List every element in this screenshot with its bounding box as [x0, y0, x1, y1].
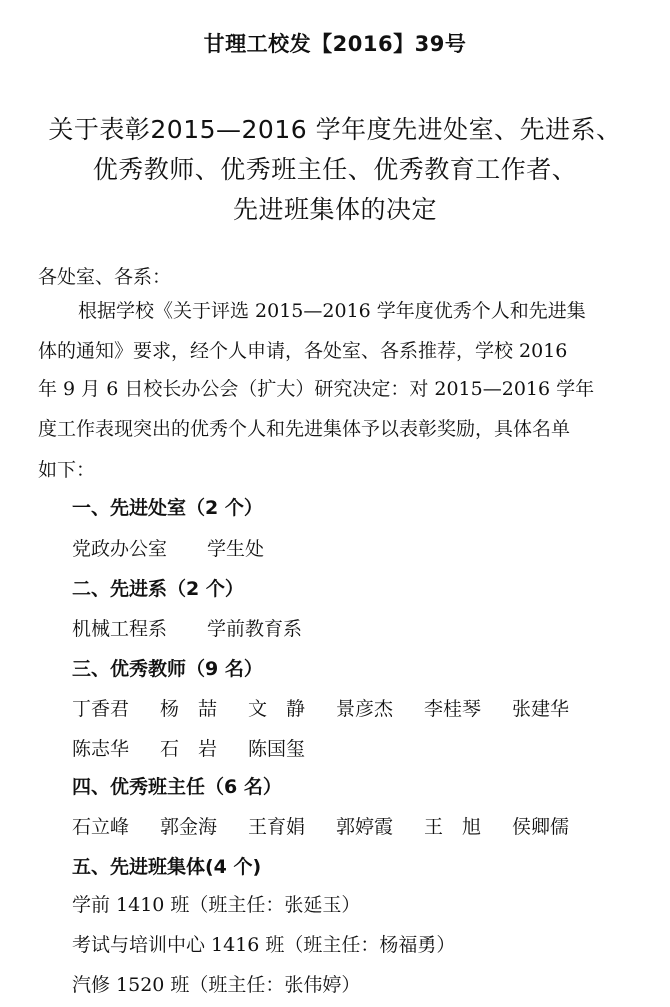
list-item: 郭金海 [160, 816, 218, 838]
list-item: 石 岩 [160, 738, 218, 760]
list-item: 侯卿儒 [512, 816, 570, 838]
excellent-head-teachers-list [72, 812, 569, 839]
list-item: 文 静 [248, 698, 306, 720]
body-line-1: 根据学校《关于评选 2015—2016 学年度优秀个人和先进集 [78, 300, 586, 322]
list-item: 王育娟 [248, 816, 306, 838]
body-line-4: 度工作表现突出的优秀个人和先进集体予以表彰奖励，具体名单 [38, 418, 571, 440]
list-item: 陈国玺 [248, 738, 306, 760]
list-item: 机械工程系 [72, 618, 168, 640]
salutation: 各处室、各系： [38, 266, 172, 288]
list-item: 学生处 [207, 538, 265, 560]
document-number: 甘理工校发【2016】39号 [203, 32, 467, 56]
body-line-2: 体的通知》要求，经个人申请，各处室、各系推荐，学校 2016 [38, 340, 568, 362]
list-item: 学前 1410 班（班主任：张延玉） [72, 894, 361, 916]
list-item: 汽修 1520 班（班主任：张伟婷） [72, 974, 361, 996]
excellent-teachers-row-2 [72, 734, 305, 761]
body-line-5: 如下： [38, 459, 96, 481]
list-item: 王 旭 [424, 816, 482, 838]
advanced-offices-list [72, 534, 264, 561]
list-item: 学前教育系 [207, 618, 303, 640]
section-heading-advanced-departments: 二、先进系（2 个） [72, 578, 244, 600]
section-heading-excellent-head-teachers: 四、优秀班主任（6 名） [72, 776, 282, 798]
document-title-line-3: 先进班集体的决定 [232, 195, 437, 224]
document-title-line-2: 优秀教师、优秀班主任、优秀教育工作者、 [92, 155, 578, 184]
section-heading-advanced-offices: 一、先进处室（2 个） [72, 497, 263, 519]
list-item: 景彦杰 [336, 698, 394, 720]
list-item: 杨 喆 [160, 698, 218, 720]
list-item: 考试与培训中心 1416 班（班主任：杨福勇） [72, 934, 456, 956]
list-item: 丁香君 [72, 698, 130, 720]
list-item: 李桂琴 [424, 698, 482, 720]
list-item: 郭婷霞 [336, 816, 394, 838]
section-heading-excellent-teachers: 三、优秀教师（9 名） [72, 658, 263, 680]
list-item: 党政办公室 [72, 538, 168, 560]
list-item: 石立峰 [72, 816, 130, 838]
section-heading-advanced-classes: 五、先进班集体(4 个) [72, 856, 262, 878]
list-item: 张建华 [512, 698, 570, 720]
excellent-teachers-row-1 [72, 694, 569, 721]
document-title-line-1: 关于表彰2015—2016 学年度先进处室、先进系、 [48, 115, 622, 144]
advanced-departments-list [72, 614, 302, 641]
list-item: 陈志华 [72, 738, 130, 760]
body-line-3: 年 9 月 6 日校长办公会（扩大）研究决定：对 2015—2016 学年 [38, 378, 595, 400]
